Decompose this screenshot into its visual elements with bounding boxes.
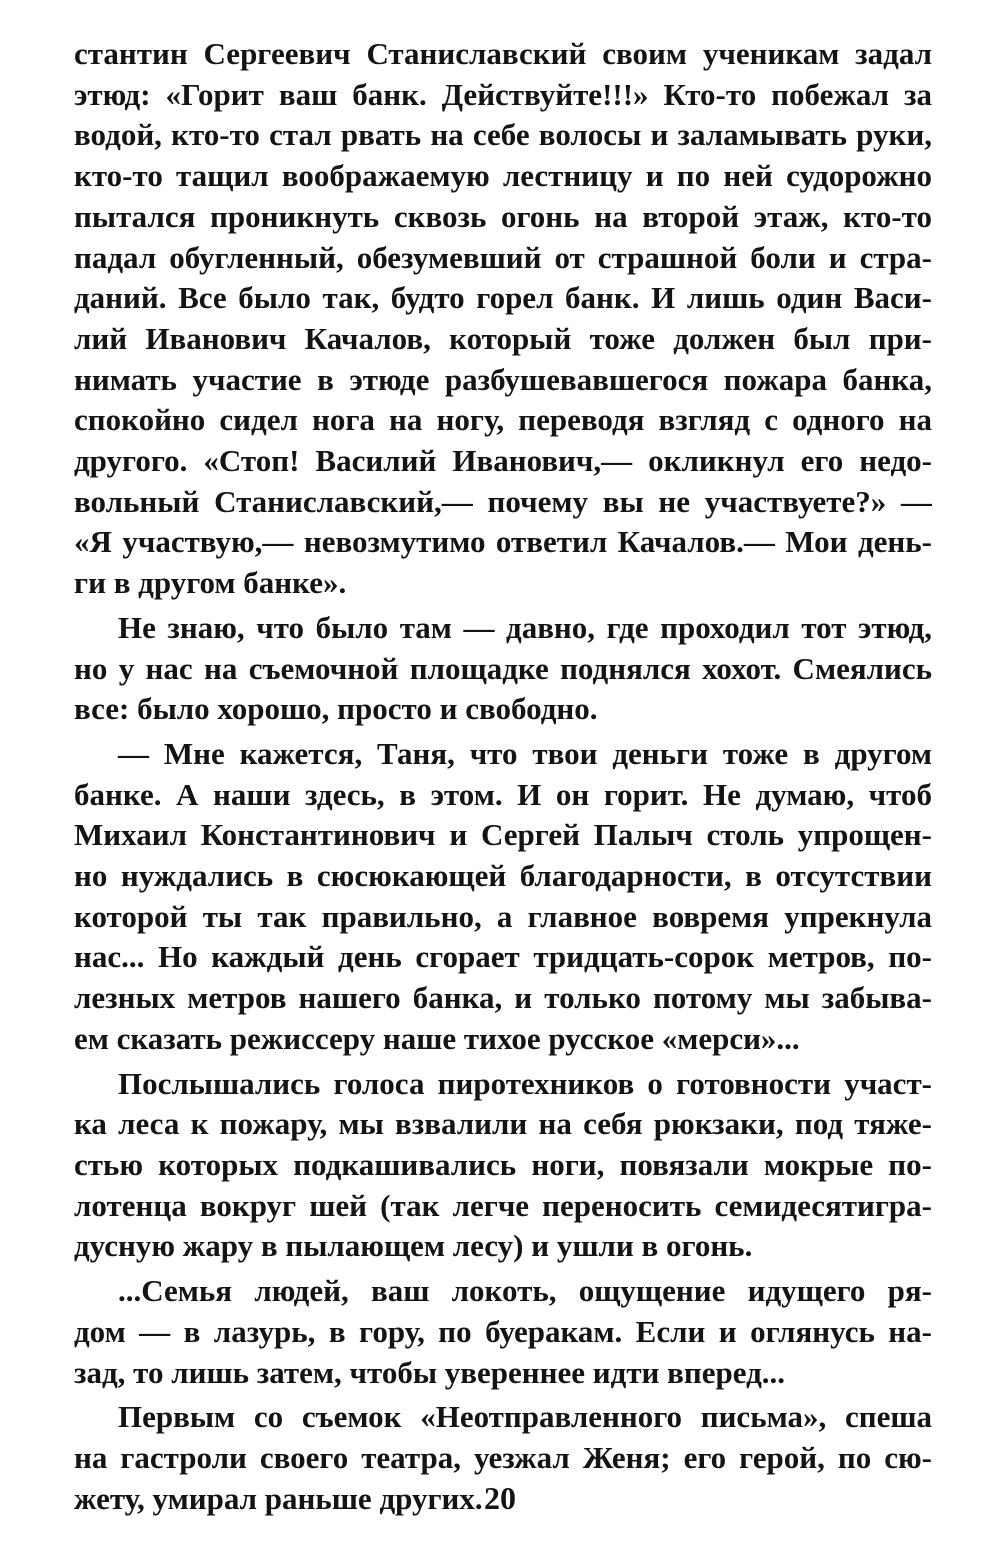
text-line: все: было хорошо, просто и свободно. — [74, 691, 598, 727]
page-number: 20 — [484, 1480, 516, 1516]
text-line: Первым со съемок «Неотправленного письма», спеша — [118, 1399, 932, 1435]
text-line: дусную жару в пылающем лесу) и ушли в огонь. — [74, 1228, 753, 1264]
text-line: кто-то тащил воображаемую лестницу и по ней судорожно — [74, 158, 932, 194]
text-line: стью которых подкашивались ноги, повязали мокрые по- — [74, 1146, 932, 1182]
text-line: ем сказать режиссеру наше тихое русское «мерси»... — [74, 1020, 800, 1056]
text-line: ...Семья людей, ваш локоть, ощущение идущего ря- — [118, 1273, 932, 1309]
text-line: на гастроли своего театра, уезжал Женя; его герой, по сю- — [74, 1439, 932, 1475]
text-line: другого. «Стоп! Василий Иванович,— окликнул его недо- — [74, 443, 932, 479]
text-line: стантин Сергеевич Станиславский своим ученикам задал — [74, 36, 932, 71]
text-line: жету, умирал раньше других. — [74, 1480, 483, 1516]
body-text — [74, 34, 932, 1519]
paragraph-3 — [74, 734, 932, 1060]
text-line: ги в другом банке». — [74, 565, 347, 601]
text-line: которой ты так правильно, а главное вовремя упрекнула — [74, 898, 932, 934]
text-line: Не знаю, что было там — давно, где проходил тот этюд, — [118, 609, 932, 645]
text-line: дом — в лазурь, в гору, по буеракам. Если и оглянусь на- — [74, 1313, 932, 1349]
text-line: Михаил Константинович и Сергей Палыч столь упрощен- — [74, 817, 932, 853]
text-line: лий Иванович Качалов, который тоже должен был при- — [74, 320, 932, 356]
text-line: падал обугленный, обезумевший от страшной боли и стра- — [74, 239, 932, 275]
paragraph-4 — [74, 1064, 932, 1268]
text-line: зад, то лишь затем, чтобы увереннее идти вперед... — [74, 1354, 786, 1390]
text-line: Послышались голоса пиротехников о готовности участ- — [118, 1065, 932, 1101]
text-line: лезных метров нашего банка, и только потому мы забыва- — [74, 980, 932, 1016]
text-line: но нуждались в сюсюкающей благодарности, в отсутствии — [74, 858, 932, 894]
text-line: но у нас на съемочной площадке поднялся хохот. Смеялись — [74, 650, 932, 686]
text-line: пытался проникнуть сквозь огонь на второй этаж, кто-то — [74, 198, 932, 234]
text-line: даний. Все было так, будто горел банк. И лишь один Васи- — [74, 280, 932, 316]
text-line: этюд: «Горит ваш банк. Действуйте!!!» Кто-то побежал за — [74, 76, 932, 112]
text-line: водой, кто-то стал рвать на себе волосы и заламывать руки, — [74, 117, 932, 153]
text-line: банке. А наши здесь, в этом. И он горит. Не думаю, чтоб — [74, 776, 932, 812]
text-line: нас... Но каждый день сгорает тридцать-сорок метров, по- — [74, 939, 932, 975]
text-line: нимать участие в этюде разбушевавшегося пожара банка, — [74, 361, 932, 397]
paragraph-2 — [74, 608, 932, 730]
text-line: лотенца вокруг шей (так легче переносить семидесятигра- — [74, 1187, 932, 1223]
text-line: ка леса к пожару, мы взвалили на себя рюкзаки, под тяже- — [74, 1106, 932, 1142]
text-line: — Мне кажется, Таня, что твои деньги тоже в другом — [118, 735, 932, 771]
text-line: «Я участвую,— невозмутимо ответил Качалов.— Мои день- — [74, 524, 932, 560]
paragraph-5 — [74, 1271, 932, 1393]
text-line: вольный Станиславский,— почему вы не участвуете?» — — [74, 483, 932, 519]
paragraph-1 — [74, 34, 932, 604]
text-line: спокойно сидел нога на ногу, переводя взгляд с одного на — [74, 402, 932, 438]
